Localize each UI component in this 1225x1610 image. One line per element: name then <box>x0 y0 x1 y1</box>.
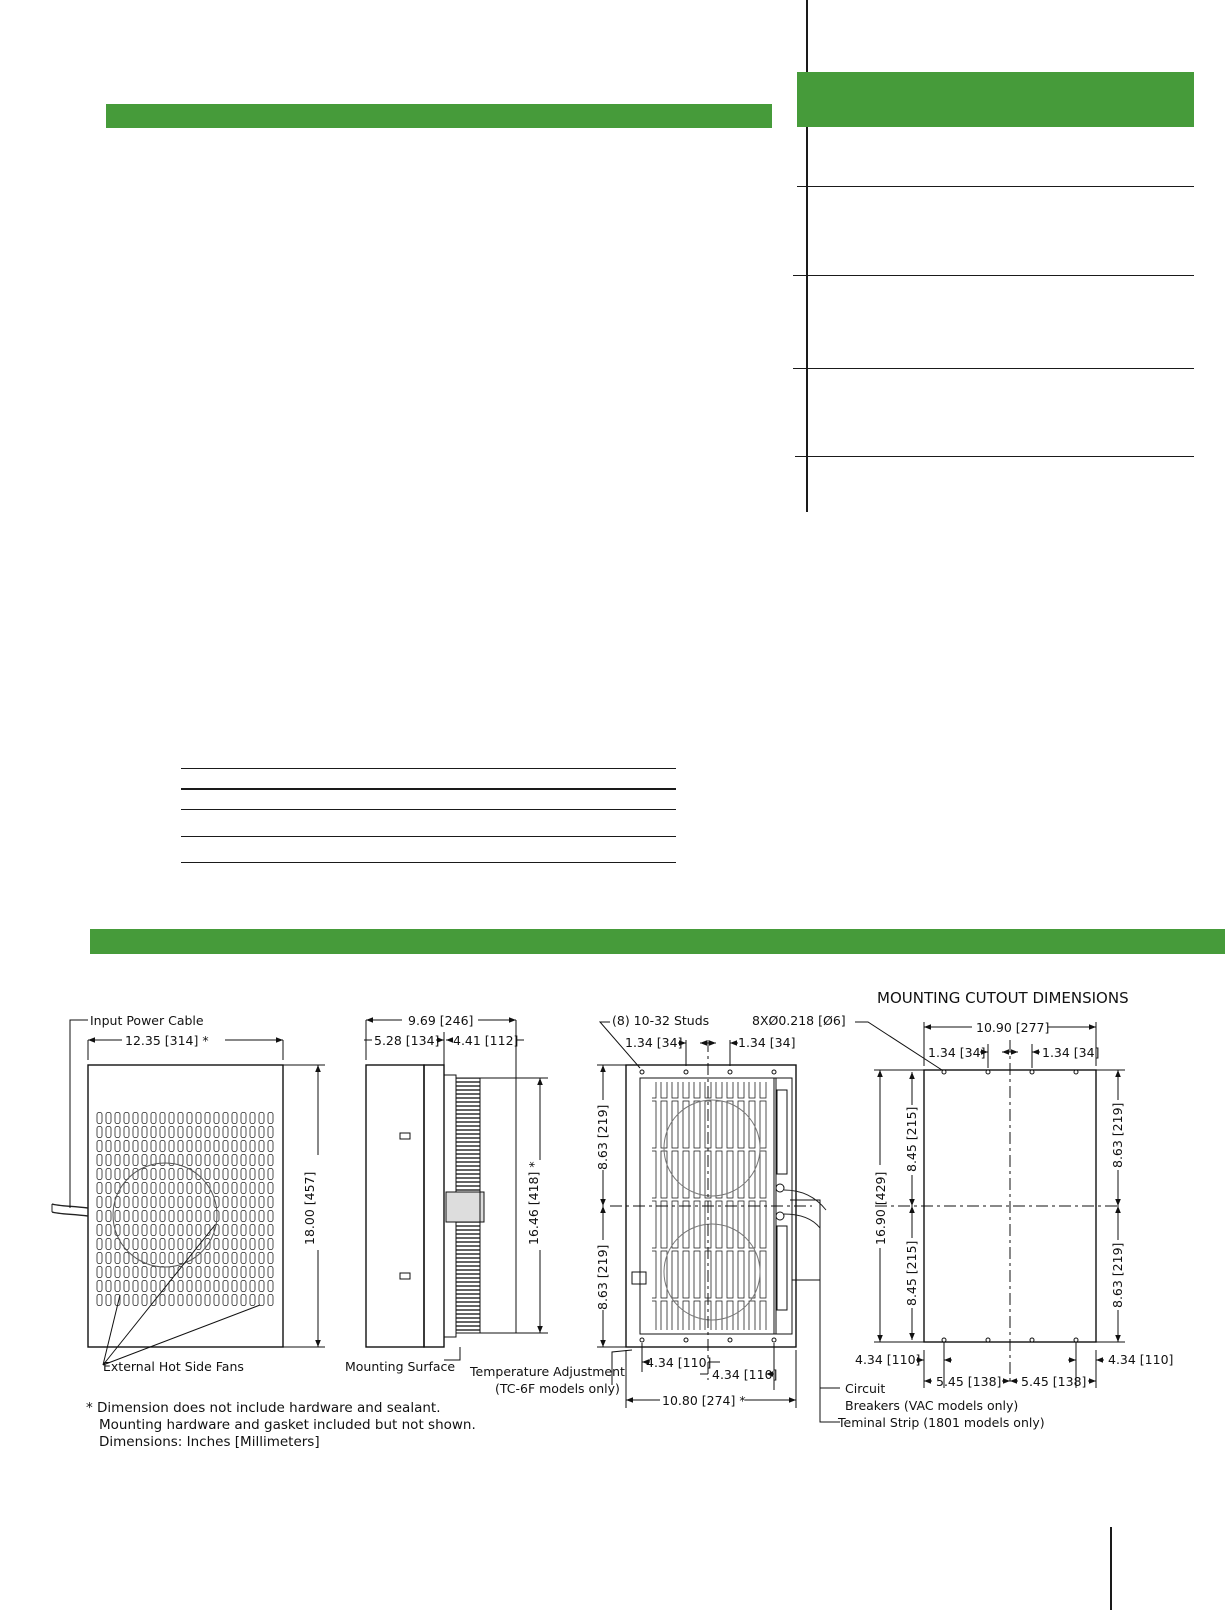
dim-side-left: 5.28 [134] <box>374 1033 440 1048</box>
dim-back-upper: 8.63 [219] <box>595 1104 610 1170</box>
front-view <box>52 1020 325 1365</box>
footnote-hardware: * Dimension does not include hardware and sealant. <box>86 1400 441 1416</box>
callout-circuit: Circuit <box>845 1381 886 1396</box>
dim-cutout-inner-lower: 8.45 [215] <box>904 1240 919 1306</box>
callout-mounting-surface: Mounting Surface <box>345 1359 456 1374</box>
callout-studs: (8) 10-32 Studs <box>612 1013 710 1028</box>
footnote-gasket: Mounting hardware and gasket included but not shown. <box>99 1417 476 1433</box>
dim-back-bottom-right: 4.34 [110] <box>712 1367 778 1382</box>
side-flange <box>424 1065 444 1347</box>
dim-cutout-bottom-mid-right: 5.45 [138] <box>1021 1374 1087 1389</box>
callout-holes: 8XØ0.218 [Ø6] <box>752 1013 846 1028</box>
temperature-knob <box>632 1272 646 1284</box>
dim-cutout-top-right: 1.34 [34] <box>1042 1045 1100 1060</box>
dim-back-top-right: 1.34 [34] <box>738 1035 796 1050</box>
dim-cutout-bottom-mid-left: 5.45 [138] <box>936 1374 1002 1389</box>
footnote-units: Dimensions: Inches [Millimeters] <box>99 1434 320 1450</box>
dim-front-height: 18.00 [457] <box>302 1171 317 1245</box>
dim-back-lower: 8.63 [219] <box>595 1244 610 1310</box>
callout-input-power-cable: Input Power Cable <box>90 1013 204 1028</box>
dim-back-top-left: 1.34 [34] <box>625 1035 683 1050</box>
dim-side-height: 16.46 [418] * <box>526 1161 541 1245</box>
dim-cutout-right-upper: 8.63 [219] <box>1110 1102 1125 1168</box>
dim-cutout-right-lower: 8.63 [219] <box>1110 1242 1125 1308</box>
dim-cutout-height: 16.90 [429] <box>873 1171 888 1245</box>
heatsink-block <box>446 1192 484 1222</box>
dim-front-width: 12.35 [314] * <box>125 1033 209 1048</box>
callout-hot-side-fans: External Hot Side Fans <box>103 1359 244 1374</box>
callout-temperature-adjustment: Temperature Adjustment <box>470 1364 625 1379</box>
side-enclosure <box>366 1065 424 1347</box>
callout-terminal-strip: Teminal Strip (1801 models only) <box>838 1415 1045 1430</box>
dim-cutout-bottom-right: 4.34 [110] <box>1108 1352 1174 1367</box>
side-view <box>364 1020 548 1360</box>
dim-cutout-bottom-left: 4.34 [110] <box>855 1352 921 1367</box>
dim-side-total: 9.69 [246] <box>408 1013 474 1028</box>
cutout-view <box>874 1022 1125 1388</box>
callout-breakers: Breakers (VAC models only) <box>845 1398 1019 1413</box>
dim-side-right: 4.41 [112] <box>453 1033 519 1048</box>
dim-back-bottom-left: 4.34 [110] <box>646 1355 712 1370</box>
dim-back-width: 10.80 [274] * <box>662 1393 746 1408</box>
front-slot-grille <box>96 1112 276 1307</box>
cutout-title: MOUNTING CUTOUT DIMENSIONS <box>877 989 1129 1007</box>
dim-cutout-width: 10.90 [277] <box>976 1020 1050 1035</box>
callout-temperature-models: (TC-6F models only) <box>495 1381 620 1396</box>
dim-cutout-top-left: 1.34 [34] <box>928 1045 986 1060</box>
dim-cutout-inner-upper: 8.45 [215] <box>904 1106 919 1172</box>
